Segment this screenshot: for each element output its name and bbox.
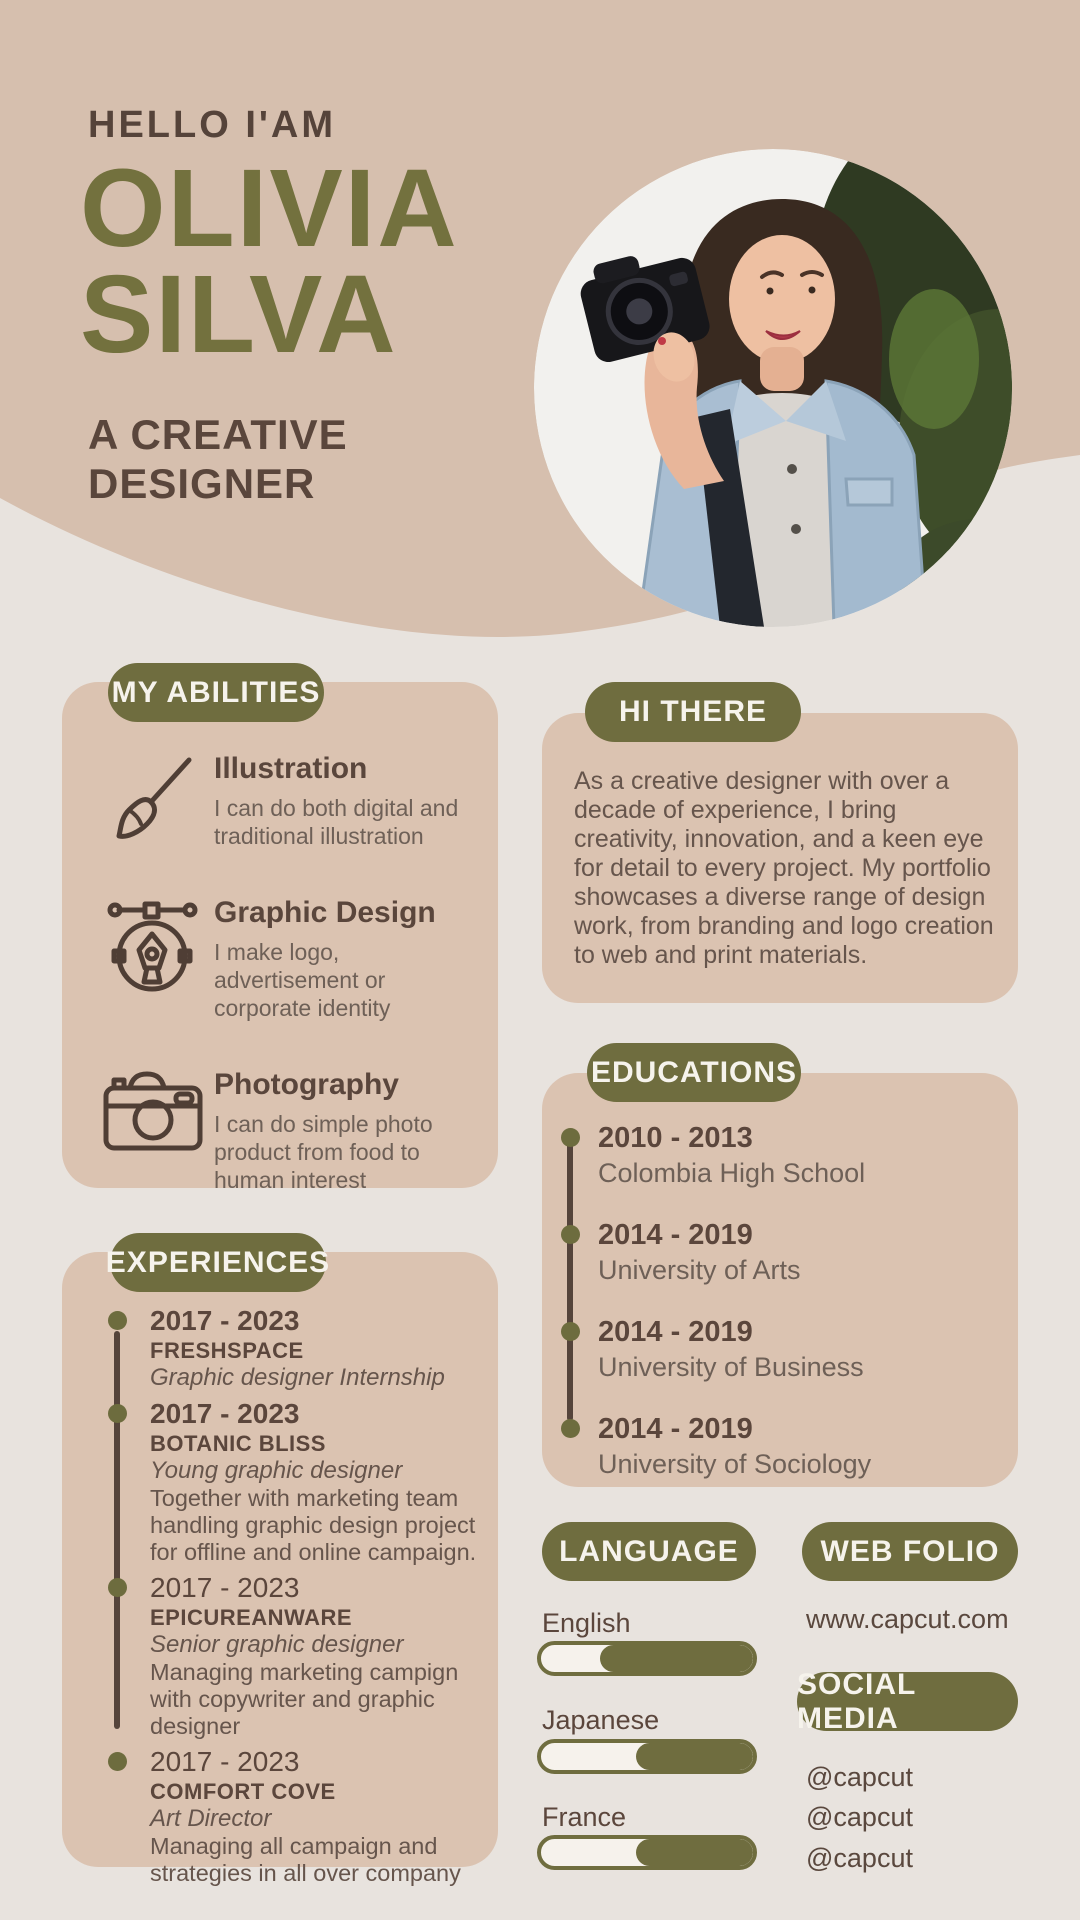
language-level-fill	[600, 1645, 753, 1672]
ability-item-illustration	[92, 752, 478, 850]
ability-name: Illustration	[214, 752, 368, 785]
ability-item-photography	[92, 1068, 478, 1194]
education-school: Colombia High School	[598, 1158, 866, 1188]
experiences-title: EXPERIENCES	[105, 1245, 331, 1279]
social-handle: @capcut	[806, 1802, 913, 1832]
experiences-section-pill	[105, 1233, 331, 1292]
experience-role: Graphic designer Internship	[150, 1364, 445, 1391]
webfolio-url: www.capcut.com	[806, 1604, 1009, 1634]
ability-item-graphic-design	[92, 896, 478, 1022]
webfolio-title: WEB FOLIO	[820, 1534, 1000, 1568]
language-title: LANGUAGE	[559, 1534, 739, 1568]
social-section-pill	[797, 1667, 1018, 1735]
profile-photo-illustration	[534, 149, 1012, 627]
educations-title: EDUCATIONS	[590, 1055, 798, 1089]
education-school: University of Sociology	[598, 1449, 872, 1479]
education-period: 2010 - 2013	[598, 1122, 753, 1154]
experience-desc: Managing marketing campign with copywriter and graphic designer	[150, 1659, 459, 1739]
timeline-line	[114, 1331, 120, 1729]
ability-desc: I make logo, advertisement or corporate identity	[214, 939, 391, 1021]
education-item	[598, 1315, 1008, 1383]
abilities-section-pill	[108, 663, 324, 722]
experience-item	[150, 1304, 482, 1392]
timeline-line	[567, 1139, 573, 1421]
timeline-dot	[108, 1311, 127, 1330]
first-name: OLIVIA	[80, 147, 459, 270]
experience-item	[150, 1571, 482, 1740]
timeline-dot	[108, 1752, 127, 1771]
experience-desc: Managing all campaign and strategies in all over company	[150, 1833, 461, 1886]
greeting-text: HELLO I'AM	[88, 104, 337, 146]
about-card	[542, 713, 1018, 1003]
ability-desc: I can do both digital and traditional illustration	[214, 795, 459, 849]
language-level-bar	[537, 1739, 757, 1774]
education-item	[598, 1412, 1008, 1480]
experience-role: Art Director	[150, 1805, 272, 1832]
profile-photo	[534, 149, 1012, 627]
experience-role: Senior graphic designer	[150, 1631, 404, 1658]
experience-desc: Together with marketing team handling graphic design project for offline and online campaign.	[150, 1485, 477, 1565]
abilities-title: MY ABILITIES	[111, 675, 321, 709]
role-title: A CREATIVE DESIGNER	[88, 411, 348, 507]
ability-name: Photography	[214, 1068, 399, 1101]
person-name	[80, 147, 459, 376]
ability-name: Graphic Design	[214, 896, 436, 929]
education-item	[598, 1121, 1008, 1189]
webfolio-section-pill	[802, 1522, 1018, 1581]
paintbrush-icon	[92, 752, 214, 850]
pen-tool-icon	[92, 896, 214, 1022]
ability-desc: I can do simple photo product from food to human interest	[214, 1111, 433, 1193]
timeline-dot	[561, 1419, 580, 1438]
social-title: SOCIAL MEDIA	[797, 1667, 916, 1735]
timeline-dot	[561, 1322, 580, 1341]
experience-period: 2017 - 2023	[150, 1746, 300, 1777]
experiences-card	[62, 1252, 498, 1886]
experience-company: EPICUREANWARE	[150, 1605, 353, 1630]
about-title: HI THERE	[618, 695, 767, 728]
education-period: 2014 - 2019	[598, 1219, 753, 1251]
language-level-fill	[636, 1839, 753, 1866]
language-name: France	[542, 1802, 627, 1832]
experience-company: FRESHSPACE	[150, 1338, 304, 1363]
education-school: University of Arts	[598, 1255, 801, 1285]
experience-period: 2017 - 2023	[150, 1572, 300, 1603]
about-section-pill	[585, 682, 801, 742]
experience-item	[150, 1745, 482, 1887]
language-name: English	[542, 1608, 631, 1638]
education-item	[598, 1218, 1008, 1286]
language-name: Japanese	[542, 1705, 660, 1735]
language-section-pill	[542, 1522, 756, 1581]
language-level-bar	[537, 1835, 757, 1870]
experience-role: Young graphic designer	[150, 1457, 403, 1484]
timeline-dot	[108, 1404, 127, 1423]
social-handle: @capcut	[806, 1843, 913, 1873]
experience-item	[150, 1397, 482, 1566]
educations-section-pill	[587, 1043, 801, 1102]
experience-company: BOTANIC BLISS	[150, 1431, 326, 1456]
experience-period: 2017 - 2023	[150, 1398, 300, 1429]
language-level-fill	[636, 1743, 753, 1770]
timeline-dot	[561, 1225, 580, 1244]
social-handle: @capcut	[806, 1762, 913, 1792]
experience-period: 2017 - 2023	[150, 1305, 300, 1336]
education-period: 2014 - 2019	[598, 1316, 753, 1348]
about-text: As a creative designer with over a decade of experience, I bring creativity, innovation, and a keen eye for detail to every project. My portfolio showcases a diverse range of design work, from branding and logo creation to web and print materials.	[574, 767, 994, 969]
educations-card	[542, 1073, 1018, 1487]
education-school: University of Business	[598, 1352, 864, 1382]
experience-company: COMFORT COVE	[150, 1779, 336, 1804]
timeline-dot	[108, 1578, 127, 1597]
camera-icon	[92, 1068, 214, 1194]
language-level-bar	[537, 1641, 757, 1676]
last-name: SILVA	[80, 253, 398, 376]
timeline-dot	[561, 1128, 580, 1147]
education-period: 2014 - 2019	[598, 1413, 753, 1445]
abilities-card	[62, 682, 498, 1193]
